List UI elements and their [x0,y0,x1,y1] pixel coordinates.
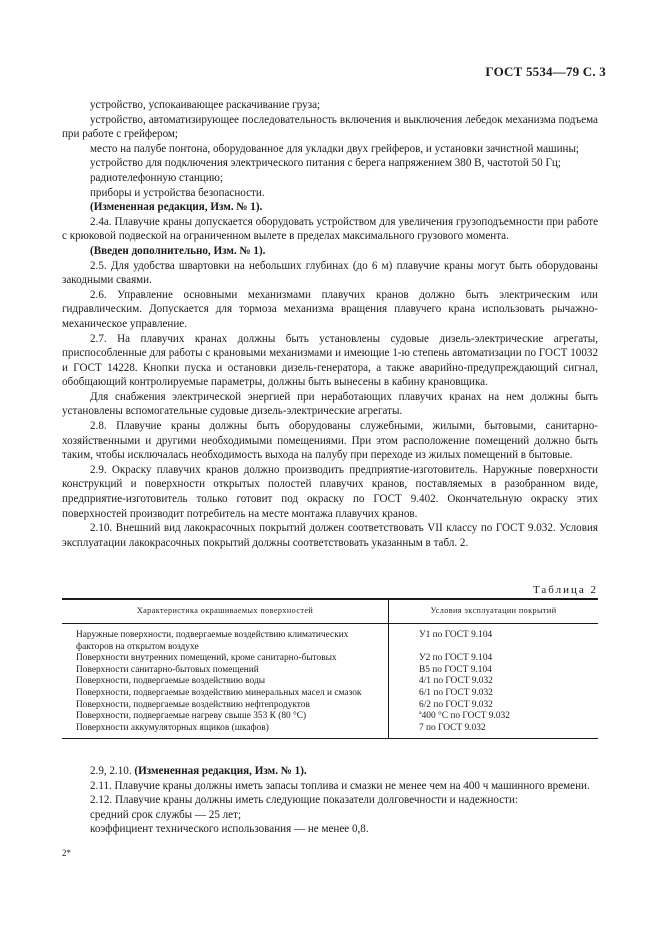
paragraph: устройство для подключения электрического питания с берега напряжением 380 В, частотой 50 Гц; [90,157,561,170]
amendment-note: (Измененная редакция, Изм. № 1). [134,765,307,777]
table-cell: 6/1 по ГОСТ 9.032 [419,687,493,698]
paragraph: 2.10. Внешний вид лакокрасочных покрытий должен соответствовать VII классу по ГОСТ 9.032. Условия эксплуатации лакокрасочных покрытий должны соответствовать указанным в табл. 2. [62,522,598,549]
paragraph: 2.7. На плавучих кранах должны быть установлены судовые дизель-электрические агрегаты, приспособленные для работы с крановыми механизмами и имеющие 1-ю степень автоматизации по ГОСТ 10032 и ГОСТ 14228. Кнопки пуска и остановки дизель-генератора, а также аварийно-предупреждающий сигнал, обобщающий контролируемые параметры, должны быть вынесены в кабину крановщика. [62,332,598,389]
amendment-line [62,764,598,779]
paragraph: устройство, успокаивающее раскачивание груза; [90,99,321,111]
table-row [62,700,598,712]
table-cell: Поверхности санитарно-бытовых помещений [62,665,389,677]
table-cell: 6/2 по ГОСТ 9.032 [419,699,493,710]
table-header: Характеристика окрашиваемых поверхностей [62,599,389,624]
paragraph: радиотелефонную станцию; [90,171,224,184]
page-header: ГОСТ 5534—79 С. 3 [485,64,606,79]
paragraph: устройство, автоматизирующее последовательность включения и выключения лебедок механизма подъема при работе с грейфером; [62,113,598,141]
table-cell: Поверхности, подвергаемые воздействию минеральных масел и смазок [62,688,389,700]
list-item: средний срок службы — 25 лет; [90,808,242,821]
table-cell: Поверхности, подвергаемые воздействию нефтепродуктов [62,700,389,712]
table-cell: Поверхности, подвергаемые нагреву свыше 353 К (80 °С) [62,711,389,723]
amendment-prefix: 2.9, 2.10. [90,765,135,777]
table-header-row [62,599,598,624]
table-row [62,653,598,665]
paragraph: 2.12. Плавучие краны должны иметь следующие показатели долговечности и надежности: [90,794,519,807]
amendment-note: (Введен дополнительно, Изм. № 1). [90,244,266,257]
paragraph: 2.5. Для удобства швартовки на небольших глубинах (до 6 м) плавучие краны могут быть оборудованы закодными сваями. [62,259,598,287]
page-footer-mark: 2* [62,848,71,858]
table-row [62,665,598,677]
body-text [62,98,598,550]
table-cell: ª400 °С по ГОСТ 9.032 [419,711,510,722]
paragraph: 2.11. Плавучие краны должны иметь запасы топлива и смазки не менее чем на 400 ч машинного времени. [90,779,590,792]
table-cell: У2 по ГОСТ 9.104 [419,653,493,664]
table-cell: Поверхности, подвергаемые воздействию воды [62,676,389,688]
table-cell: Поверхности внутренних помещений, кроме санитарно-бытовых [62,653,389,665]
table-cell: 4/1 по ГОСТ 9.032 [419,676,493,687]
table-row [62,624,598,654]
table-row [62,688,598,700]
table-cell: 7 по ГОСТ 9.032 [389,723,599,739]
paragraph: 2.4а. Плавучие краны допускается оборудовать устройством для увеличения грузоподъемности при работе с крюковой подвеской на ограниченном вылете в пределах максимального грузового момента. [62,215,598,243]
after-table-text [62,764,598,837]
table-caption: Таблица 2 [532,584,598,596]
paragraph: 2.6. Управление основными механизмами плавучих кранов должно быть электрическим или гидравлическим. Допускается для тормоза механизма вращения плавучего крана использовать рычажно-механическое управление. [62,288,598,330]
paragraph: Для снабжения электрической энергией при неработающих плавучих кранах на нем должны быть установлены вспомогательные судовые дизель-электрические агрегаты. [62,390,598,418]
table-header: Условия эксплуатации покрытий [389,599,599,624]
conditions-table [62,598,598,739]
paragraph: 2.8. Плавучие краны должны быть оборудованы служебными, жилыми, бытовыми, санитарно-хозяйственными и другими необходимыми помещениями. При этом расположение помещений должно быть таким, чтобы исключалась необходимость выхода на палубу при переходе из жилых помещений в бытовые. [62,420,598,462]
table-cell: У1 по ГОСТ 9.104 [419,630,493,640]
amendment-note: (Измененная редакция, Изм. № 1). [90,201,263,214]
table-row [62,676,598,688]
list-item: коэффициент технического использования — не менее 0,8. [90,823,369,836]
table-cell: Наружные поверхности, подвергаемые воздействию климатических факторов на открытом воздухе [62,624,389,654]
table-row [62,711,598,723]
paragraph: место на палубе понтона, оборудованное для укладки двух грейферов, и установки зачистной машины; [90,142,580,155]
paragraph: 2.9. Окраску плавучих кранов должно производить предприятие-изготовитель. Наружные поверхности конструкций и поверхности открытых полостей плавучих кранов, поставляемых в разобранном виде, предприятие-изготовитель только готовит под окраску по ГОСТ 9.402. Окончательную окраску этих поверхностей производит потребитель на месте монтажа плавучих кранов. [62,463,598,520]
table-row [62,723,598,739]
table-cell: Поверхности аккумуляторных ящиков (шкафов) [62,723,389,739]
paragraph: приборы и устройства безопасности. [90,186,265,199]
table-cell: В5 по ГОСТ 9.104 [419,664,492,675]
